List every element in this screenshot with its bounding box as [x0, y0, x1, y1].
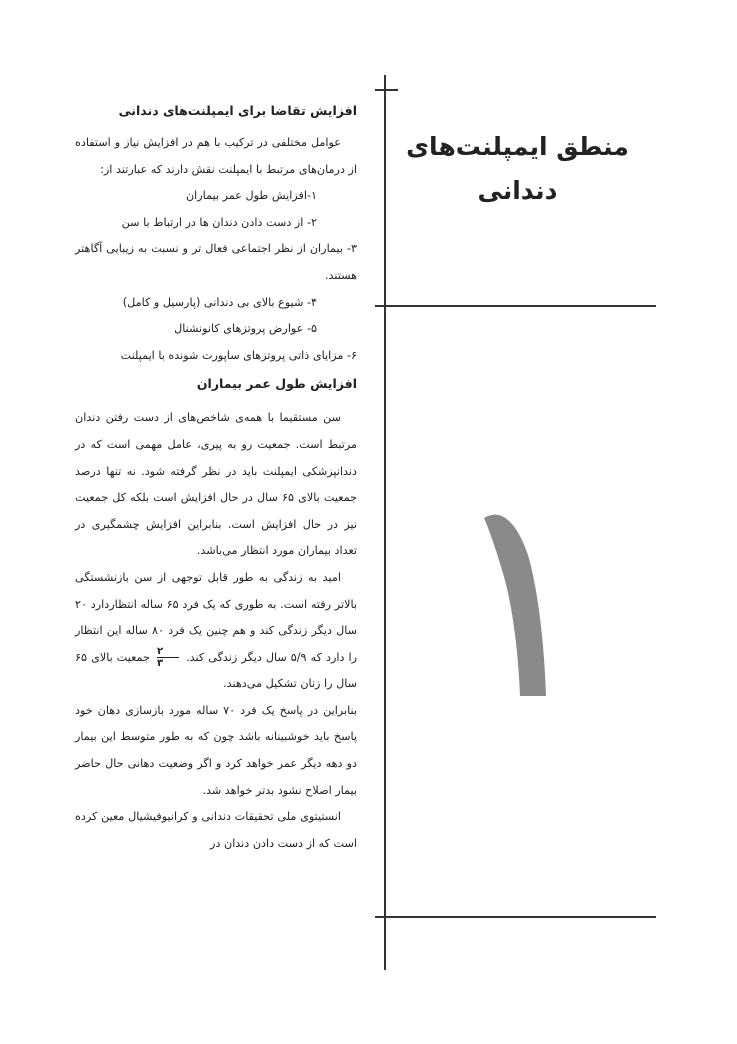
list-item: ۲- از دست دادن دندان ها در ارتباط با سن	[121, 215, 317, 229]
list-item: ۱-افزایش طول عمر بیماران	[185, 189, 317, 203]
chapter-number-text	[523, 714, 524, 716]
list-item: ۳- بیماران از نظر اجتماعی فعال تر و نسبت به زیبایی آگاهتر هستند.	[75, 242, 357, 282]
paragraph-life-expectancy	[75, 565, 357, 698]
list-item: ۵- عوارض پروتزهای کانونشنال	[174, 322, 317, 336]
list-item: ۴- شیوع بالای بی دندانی (پارسیل و کامل)	[122, 295, 317, 309]
paragraph-intro: عوامل مختلفی در ترکیب با هم در افزایش نیاز و استفاده از درمان‌های مرتبط با ایمپلنت نقش دارند که عبارتند از:	[75, 136, 357, 176]
chapter-title-line1: منطق ایمپلنت‌های	[406, 132, 629, 161]
list-item: ۶- مزایای ذاتی پروتزهای ساپورت شونده با ایمپلنت	[120, 348, 357, 362]
fraction-denominator: ۳	[157, 657, 179, 669]
chapter-number	[478, 500, 568, 720]
bottom-rule	[375, 916, 656, 918]
chapter-title-line2: دندانی	[477, 176, 558, 205]
paragraph-life-expectancy-end: جمعیت بالای ۶۵ سال را زنان تشکیل می‌دهند.	[75, 650, 357, 691]
text-column	[75, 96, 357, 857]
paragraph-life-expectancy-text: امید به زندگی به طور قابل توجهی از سن بازنشستگی بالاتر رفته است. به طوری که یک فرد ۶۵ ساله انتظاردارد ۲۰ سال دیگر زندگی کند و هم چنین یک فرد ۸۰ ساله این انتظار را دارد که ۵/۹ سال دیگر زندگی کند.	[75, 570, 358, 664]
fraction-two-thirds	[157, 646, 179, 669]
section-heading-longevity: افزایش طول عمر بیماران	[196, 376, 357, 392]
fraction-numerator: ۲	[156, 646, 164, 658]
middle-rule	[375, 305, 656, 307]
chapter-number-glyph	[484, 515, 546, 696]
chapter-title	[395, 125, 640, 213]
section-heading-demand: افزایش تقاضا برای ایمپلنت‌های دندانی	[118, 103, 357, 118]
paragraph-institute: انستیتوی ملی تحقیقات دندانی و کرانیوفیشیال معین کرده است که از دست دادن دندان در	[75, 810, 357, 850]
top-rule	[375, 89, 398, 91]
vertical-rule	[384, 75, 386, 970]
paragraph-reconstruction: بنابراین در پاسخ یک فرد ۷۰ ساله مورد بازسازی دهان خود پاسخ باید خوشبینانه باشد چون که به طور متوسط این بیمار دو دهه دیگر عمر خواهد کرد و اگر وضعیت دهانی حال حاضر بیمار اصلاح نشود بدتر خواهد شد.	[75, 703, 357, 797]
paragraph-age: سن مستقیما با همه‌ی شاخص‌های از دست رفتن دندان مرتبط است. جمعیت رو به پیری، عامل مهمی است که در دندانپزشکی ایمپلنت باید در نظر گرفته شود. نه تنها درصد جمعیت بالای ۶۵ سال در حال افزایش است بلکه کل جمعیت نیز در حال افزایش است. بنابراین افزایش چشمگیری در تعداد بیماران مورد انتظار می‌باشد.	[75, 411, 357, 558]
